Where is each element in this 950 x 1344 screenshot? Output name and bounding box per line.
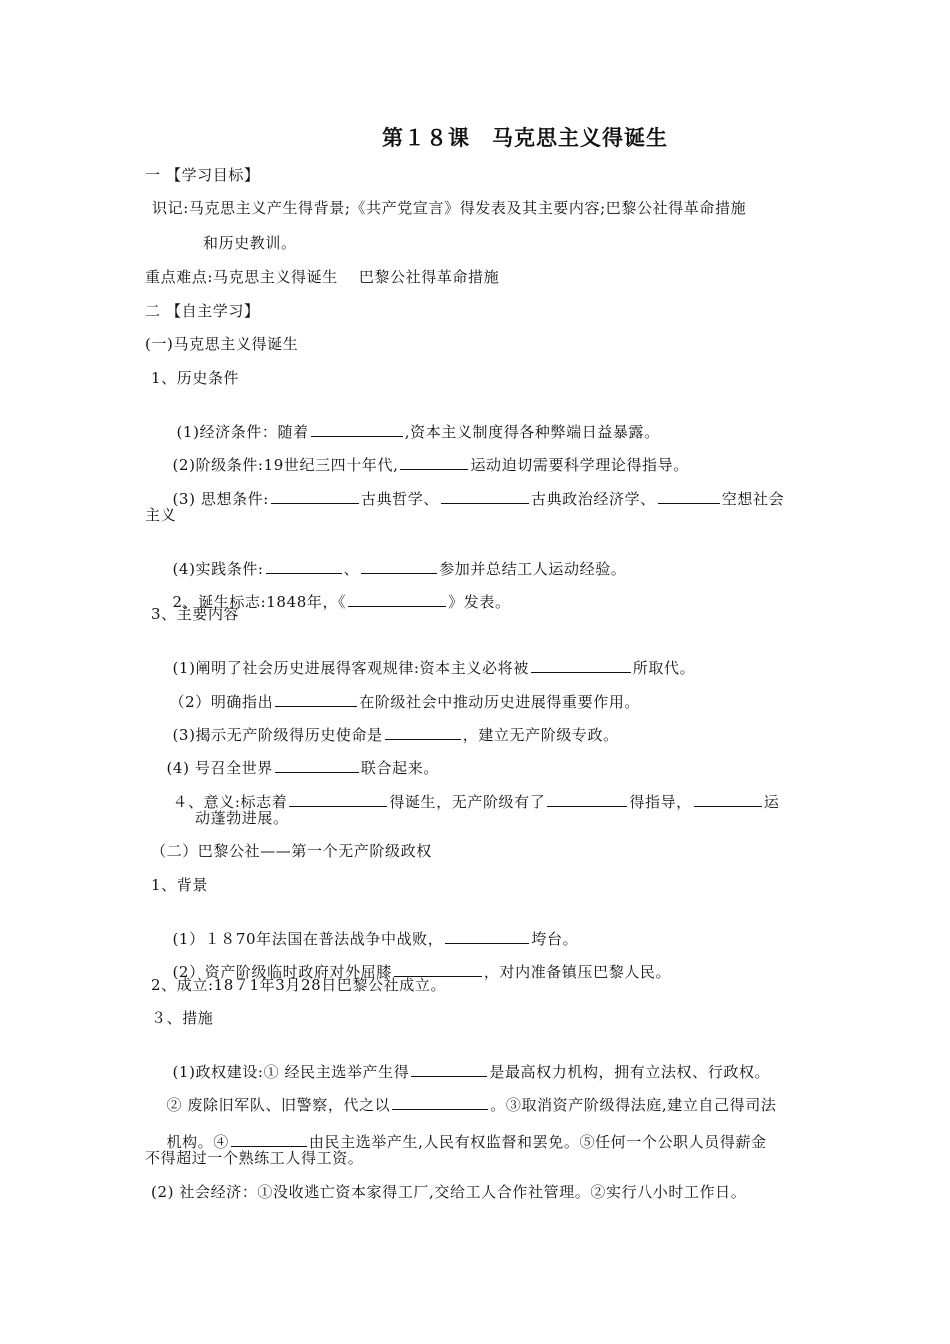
meaning-text-d: 运 [763, 793, 780, 811]
key-points-text: 重点难点:马克思主义得诞生 巴黎公社得革命措施 [145, 268, 500, 286]
measure-3-blank [231, 1131, 307, 1147]
background-2-text-a: (2）资产阶级临时政府对外屈膝 [172, 963, 392, 981]
content-3-text-a: (3)揭示无产阶级得历史使命是 [172, 726, 383, 744]
class-condition-text-a: (2)阶级条件:19世纪三四十年代, [172, 456, 399, 474]
meaning-blank-1 [289, 791, 387, 807]
measure-1-text-a: (1)政权建设:① 经民主选举产生得 [172, 1063, 410, 1081]
thought-condition-continuation: 主义 [145, 506, 177, 524]
content-2-text-a: （2）明确指出 [169, 693, 274, 711]
thought-condition-text-a: (3) 思想条件: [172, 490, 269, 508]
objective-text-line1: 识记:马克思主义产生得背景;《共产党宣言》得发表及其主要内容;巴黎公社得革命措施 [152, 199, 747, 217]
background-1-text-a: (1）１８70年法国在普法战争中战败， [172, 930, 444, 948]
meaning-text-b: 得诞生，无产阶级有了 [389, 793, 546, 811]
part2-heading: （二）巴黎公社——第一个无产阶级政权 [151, 842, 432, 860]
thought-condition-line [151, 468, 784, 529]
thought-blank-3 [658, 488, 720, 504]
thought-blank-2 [441, 488, 529, 504]
section-heading-objectives: 一 【学习目标】 [145, 166, 260, 184]
meaning-blank-3 [694, 791, 762, 807]
background-1-text-b: 垮台。 [531, 930, 579, 948]
economic-condition-text-b: ,资本主义制度得各种弊端日益暴露。 [404, 423, 660, 441]
practice-condition-text-a: (4)实践条件: [172, 560, 264, 578]
objective-text-line2: 和历史教训。 [203, 234, 297, 252]
content-2-text-b: 在阶级社会中推动历史进展得重要作用。 [359, 693, 641, 711]
content-1-text-a: (1)阐明了社会历史进展得客观规律:资本主义必将被 [172, 659, 529, 677]
content-1-text-b: 所取代。 [632, 659, 696, 677]
measure-3-text-a: 机构。④ [166, 1133, 229, 1151]
content-heading: 3、主要内容 [151, 605, 240, 623]
background-heading: 1、背景 [151, 876, 208, 894]
thought-condition-text-d: 空想社会 [721, 490, 785, 508]
social-economy-line: (2) 社会经济：①没收逃亡资本家得工厂,交给工人合作社管理。②实行八小时工作日。 [151, 1183, 747, 1201]
background-2-text-b: ，对内准备镇压巴黎人民。 [483, 963, 672, 981]
conditions-heading: 1、历史条件 [151, 369, 240, 387]
economic-condition-text-a: (1)经济条件：随着 [176, 423, 309, 441]
content-4-text-b: 联合起来。 [360, 759, 439, 777]
thought-condition-text-c: 古典政治经济学、 [530, 490, 656, 508]
page-title: 第１８课 马克思主义得诞生 [382, 126, 668, 150]
measure-3-text-b: 由民主选举产生,人民有权监督和罢免。⑤任何一个公职人员得薪金 [308, 1133, 767, 1151]
meaning-text-c: 得指导， [629, 793, 692, 811]
measures-heading: ３、措施 [151, 1009, 214, 1027]
meaning-text-a: ４、意义:标志着 [172, 793, 288, 811]
measure-2-text-a: ② 废除旧军队、旧警察，代之以 [166, 1096, 391, 1114]
content-3-text-b: ，建立无产阶级专政。 [462, 726, 619, 744]
measure-2-text-b: 。③取消资产阶级得法庭,建立自己得司法 [490, 1096, 777, 1114]
class-condition-text-b: 运动迫切需要科学理论得指导。 [470, 456, 689, 474]
measure-1-text-b: 是最高权力机构，拥有立法权、行政权。 [489, 1063, 771, 1081]
meaning-blank-2 [547, 791, 627, 807]
meaning-continuation: 动蓬勃进展。 [195, 809, 289, 827]
practice-condition-text-b: 、 [343, 560, 360, 578]
thought-blank-1 [271, 488, 359, 504]
measure-2-blank [392, 1094, 488, 1110]
practice-condition-text-c: 参加并总结工人运动经验。 [439, 560, 627, 578]
content-4-text-a: (4) 号召全世界 [166, 759, 273, 777]
thought-condition-text-b: 古典哲学、 [360, 490, 439, 508]
measure-4-line: 不得超过一个熟练工人得工资。 [145, 1149, 364, 1167]
birth-mark-text-b: 》发表。 [448, 593, 511, 611]
part1-heading: (一)马克思主义得诞生 [145, 335, 299, 353]
section-heading-self-study: 二 【自主学习】 [145, 302, 260, 320]
birth-mark-blank [348, 591, 446, 607]
birth-mark-text-a: 2、诞生标志:1848年，《 [172, 593, 347, 611]
founding-text: 2、成立:18７1年3月28日巴黎公社成立。 [151, 976, 447, 994]
